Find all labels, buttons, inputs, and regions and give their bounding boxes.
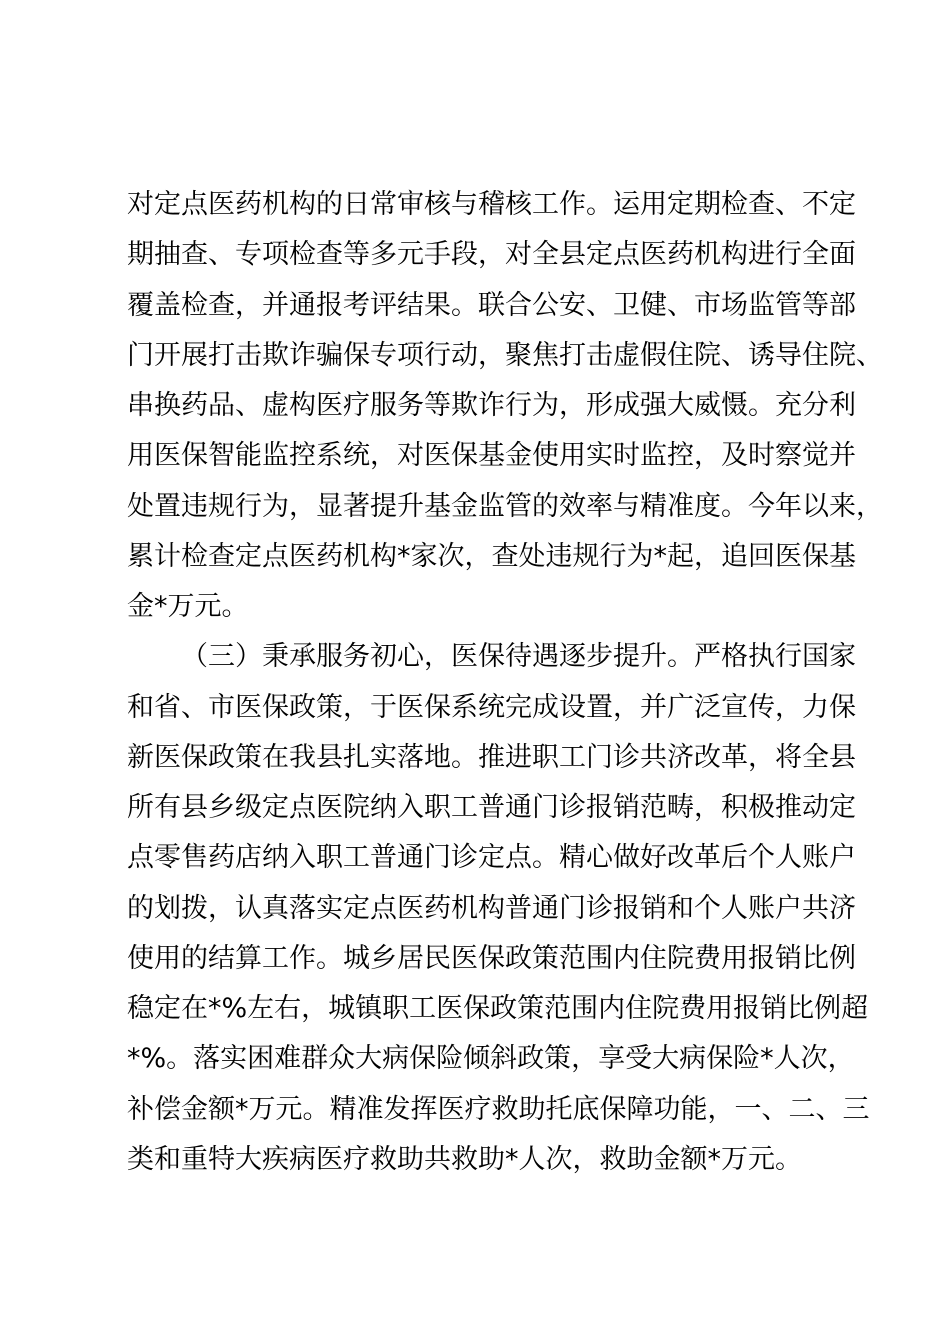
text-line: 期抽查、专项检查等多元手段，对全县定点医药机构进行全面 xyxy=(127,239,856,271)
text-line: 类和重特大疾病医疗救助共救助*人次，救助金额*万元。 xyxy=(127,1143,802,1175)
text-line: 所有县乡级定点医院纳入职工普通门诊报销范畴，积极推动定 xyxy=(127,792,856,823)
document-body xyxy=(127,180,883,1185)
text-line: 新医保政策在我县扎实落地。推进职工门诊共济改革，将全县 xyxy=(127,741,856,773)
text-line: 点零售药店纳入职工普通门诊定点。精心做好改革后个人账户 xyxy=(127,842,856,874)
text-line: *%。落实困难群众大病保险倾斜政策，享受大病保险*人次， xyxy=(127,1043,855,1075)
text-line: 金*万元。 xyxy=(127,591,249,622)
text-line: 和省、市医保政策，于医保系统完成设置，并广泛宣传，力保 xyxy=(127,691,856,723)
text-line: 稳定在*%左右，城镇职工医保政策范围内住院费用报销比例超 xyxy=(127,993,869,1024)
text-line: 累计检查定点医药机构*家次，查处违规行为*起，追回医保基 xyxy=(127,540,856,572)
text-line: 使用的结算工作。城乡居民医保政策范围内住院费用报销比例 xyxy=(127,942,856,974)
section-heading-line: （三）秉承服务初心，医保待遇逐步提升。严格执行国家 xyxy=(181,641,856,673)
text-line: 对定点医药机构的日常审核与稽核工作。运用定期检查、不定 xyxy=(127,189,856,220)
text-line: 的划拨，认真落实定点医药机构普通门诊报销和个人账户共济 xyxy=(127,892,856,924)
text-line: 门开展打击欺诈骗保专项行动，聚焦打击虚假住院、诱导住院、 xyxy=(127,339,883,371)
text-line: 补偿金额*万元。精准发挥医疗救助托底保障功能，一、二、三 xyxy=(127,1093,870,1125)
text-line: 覆盖检查，并通报考评结果。联合公安、卫健、市场监管等部 xyxy=(127,289,856,321)
text-line: 处置违规行为，显著提升基金监管的效率与精准度。今年以来， xyxy=(127,490,883,522)
text-line: 用医保智能监控系统，对医保基金使用实时监控，及时察觉并 xyxy=(127,440,856,472)
text-line: 串换药品、虚构医疗服务等欺诈行为，形成强大威慑。充分利 xyxy=(127,390,856,421)
